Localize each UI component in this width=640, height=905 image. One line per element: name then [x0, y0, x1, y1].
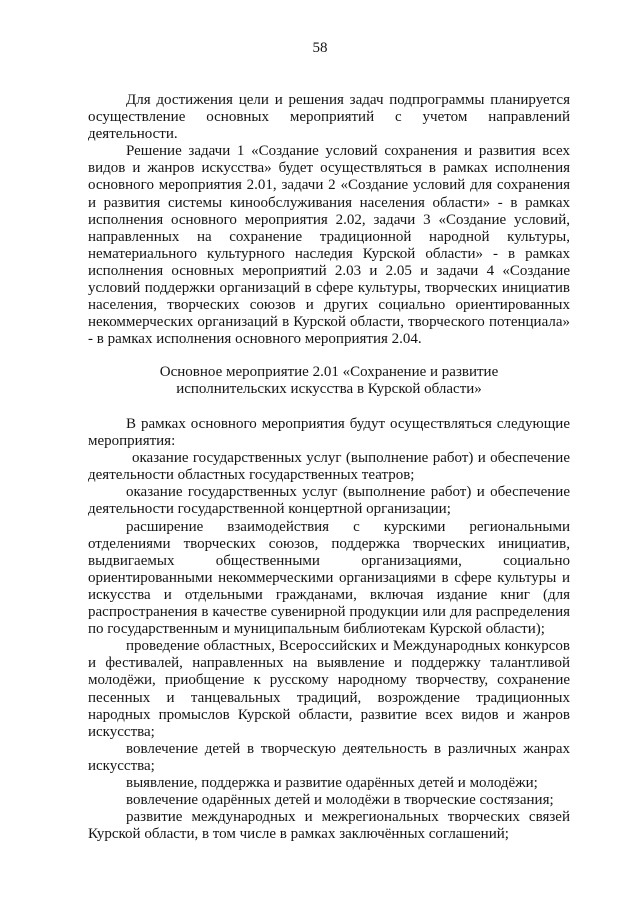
- list-item: выявление, поддержка и развитие одарённых детей и молодёжи;: [126, 774, 538, 791]
- list-item: расширение взаимодействия с курскими региональными отделениями творческих союзов, поддержка творческих инициатив, выдвигаемых общественными организациями, социально ориентированными некоммерческими организациями в сфере культуры и искусства и отдельными гражданами, включая издание книг (для распространения в качестве сувенирной продукции или для распределения по государственным и муниципальным библиотекам Курской области);: [88, 518, 570, 638]
- list-item: проведение областных, Всероссийских и Международных конкурсов и фестивалей, направленных на выявление и поддержку талантливой молодёжи, приобщение к русскому народному творчеству, сохранение песенных и танцевальных традиций, возрождение традиционных народных промыслов Курской области, развитие всех видов и жанров искусства;: [88, 638, 570, 740]
- list-item: вовлечение одарённых детей и молодёжи в творческие состязания;: [126, 792, 554, 809]
- list-item: вовлечение детей в творческую деятельность в различных жанрах искусства;: [88, 740, 570, 774]
- list-item: оказание государственных услуг (выполнение работ) и обеспечение деятельности областных государственных театров;: [88, 450, 570, 484]
- paragraph: Решение задачи 1 «Создание условий сохранения и развития всех видов и жанров искусства» будет осуществляться в рамках исполнения основного мероприятия 2.01, задачи 2 «Создание условий для сохранения и развития системы кинообслуживания населения области» - в рамках исполнения основного мероприятия 2.02, задачи 3 «Создание условий, направленных на сохранение традиционной народной культуры, нематериального культурного наследия Курской области» - в рамках исполнения основных мероприятий 2.03 и 2.05 и задачи 4 «Создание условий поддержки организаций в сфере культуры, творческих инициатив населения, творческих союзов и других социально ориентированных некоммерческих организаций в Курской области, творческого потенциала» - в рамках исполнения основного мероприятия 2.04.: [88, 143, 570, 348]
- heading-line: Основное мероприятие 2.01 «Сохранение и развитие: [159, 364, 499, 380]
- page-number: 58: [312, 40, 328, 56]
- paragraph: Для достижения цели и решения задач подпрограммы планируется осуществление основных мероприятий с учетом направлений деятельности.: [88, 92, 570, 143]
- intro-section: [88, 92, 570, 348]
- paragraph: В рамках основного мероприятия будут осуществляться следующие мероприятия:: [88, 416, 570, 450]
- list-item: развитие международных и межрегиональных творческих связей Курской области, в том числе в рамках заключённых соглашений;: [88, 809, 570, 843]
- section-heading: [88, 364, 570, 398]
- list-item: оказание государственных услуг (выполнение работ) и обеспечение деятельности государственной концертной организации;: [88, 484, 570, 518]
- body-section: [88, 416, 570, 843]
- heading-line: исполнительских искусства в Курской области»: [176, 381, 482, 398]
